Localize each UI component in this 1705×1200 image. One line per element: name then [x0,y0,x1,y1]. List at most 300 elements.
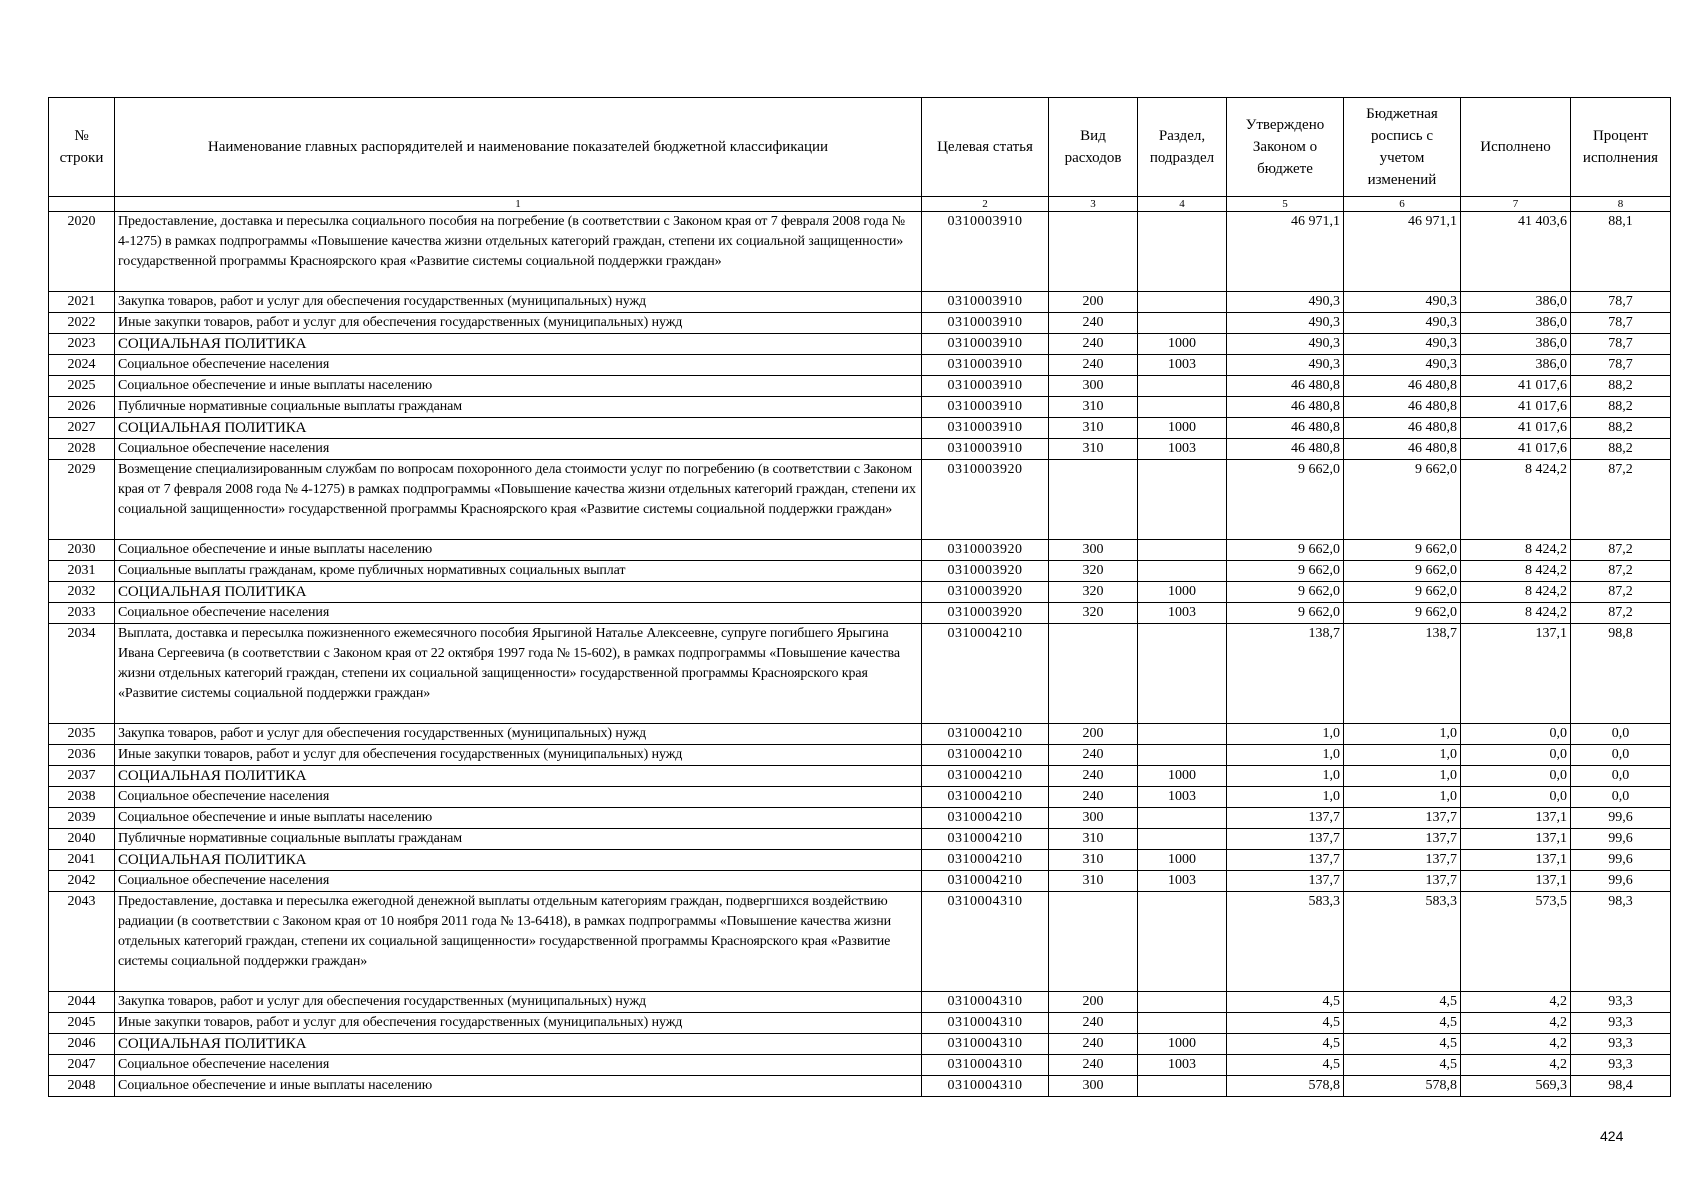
expense-type-cell: 240 [1049,1013,1138,1034]
percent-cell: 87,2 [1571,582,1671,603]
row-number-cell: 2024 [49,355,115,376]
target-article-cell: 0310004310 [922,1034,1049,1055]
target-article-cell: 0310004210 [922,724,1049,745]
header-budget-painting: Бюджетная роспись с учетом изменений [1344,98,1461,197]
name-cell: Возмещение специализированным службам по вопросам похоронного дела стоимости услуг по погребению (в соответствии с Законом края от 7 февраля 2008 года № 4-1275) в рамках подпрограммы «Повышение качества жизни отдельных категорий граждан, степени их социальной защищенности» государственной программы Красноярского края «Развитие системы социальной поддержки граждан» [115,460,922,540]
row-number-cell: 2032 [49,582,115,603]
expense-type-cell [1049,212,1138,292]
executed-cell: 4,2 [1461,1034,1571,1055]
row-number-cell: 2028 [49,439,115,460]
expense-type-cell: 300 [1049,808,1138,829]
budget-painting-cell: 46 480,8 [1344,418,1461,439]
section-cell: 1000 [1138,1034,1227,1055]
target-article-cell: 0310003910 [922,355,1049,376]
section-cell [1138,397,1227,418]
budget-table [48,97,1671,1097]
target-article-cell: 0310004210 [922,808,1049,829]
column-number: 8 [1571,197,1671,212]
executed-cell: 137,1 [1461,624,1571,724]
expense-type-cell: 300 [1049,1076,1138,1097]
section-cell [1138,624,1227,724]
budget-painting-cell: 490,3 [1344,292,1461,313]
approved-cell: 1,0 [1227,745,1344,766]
target-article-cell: 0310004210 [922,745,1049,766]
table-row [49,292,1671,313]
expense-type-cell: 240 [1049,745,1138,766]
section-cell [1138,313,1227,334]
budget-painting-cell: 46 971,1 [1344,212,1461,292]
approved-cell: 46 480,8 [1227,439,1344,460]
table-body [49,212,1671,1097]
target-article-cell: 0310003920 [922,540,1049,561]
approved-cell: 4,5 [1227,1034,1344,1055]
target-article-cell: 0310003910 [922,313,1049,334]
name-cell: Социальное обеспечение и иные выплаты населению [115,808,922,829]
budget-painting-cell: 46 480,8 [1344,376,1461,397]
name-cell: СОЦИАЛЬНАЯ ПОЛИТИКА [115,418,922,439]
budget-painting-cell: 4,5 [1344,1055,1461,1076]
expense-type-cell: 320 [1049,561,1138,582]
budget-painting-cell: 9 662,0 [1344,540,1461,561]
name-cell: СОЦИАЛЬНАЯ ПОЛИТИКА [115,1034,922,1055]
approved-cell: 138,7 [1227,624,1344,724]
approved-cell: 46 971,1 [1227,212,1344,292]
percent-cell: 93,3 [1571,1034,1671,1055]
table-row [49,355,1671,376]
table-row [49,745,1671,766]
table-row [49,313,1671,334]
approved-cell: 9 662,0 [1227,603,1344,624]
section-cell: 1000 [1138,582,1227,603]
header-expense-type: Вид расходов [1049,98,1138,197]
section-cell: 1003 [1138,355,1227,376]
row-number-cell: 2022 [49,313,115,334]
approved-cell: 46 480,8 [1227,397,1344,418]
approved-cell: 9 662,0 [1227,582,1344,603]
section-cell [1138,745,1227,766]
column-number: 2 [922,197,1049,212]
expense-type-cell: 300 [1049,376,1138,397]
budget-painting-cell: 137,7 [1344,871,1461,892]
expense-type-cell: 310 [1049,439,1138,460]
percent-cell: 98,8 [1571,624,1671,724]
name-cell: Выплата, доставка и пересылка пожизненного ежемесячного пособия Ярыгиной Наталье Алексеевне, супруге погибшего Ярыгина Ивана Сергеевича (в соответствии с Законом края от 22 октября 1997 года № 15-602), в рамках подпрограммы «Повышение качества жизни отдельных категорий граждан, степени их социальной защищенности» государственной программы Красноярского края «Развитие системы социальной поддержки граждан» [115,624,922,724]
budget-painting-cell: 490,3 [1344,334,1461,355]
row-number-cell: 2036 [49,745,115,766]
percent-cell: 99,6 [1571,871,1671,892]
name-cell: Закупка товаров, работ и услуг для обеспечения государственных (муниципальных) нужд [115,724,922,745]
target-article-cell: 0310004310 [922,1055,1049,1076]
row-number-cell: 2021 [49,292,115,313]
percent-cell: 99,6 [1571,808,1671,829]
percent-cell: 78,7 [1571,292,1671,313]
header-name: Наименование главных распорядителей и наименование показателей бюджетной классификации [115,98,922,197]
target-article-cell: 0310003910 [922,334,1049,355]
column-number: 6 [1344,197,1461,212]
executed-cell: 386,0 [1461,292,1571,313]
approved-cell: 4,5 [1227,1055,1344,1076]
table-row [49,1055,1671,1076]
expense-type-cell [1049,624,1138,724]
table-row [49,850,1671,871]
name-cell: Социальное обеспечение и иные выплаты населению [115,1076,922,1097]
section-cell [1138,1013,1227,1034]
target-article-cell: 0310003910 [922,439,1049,460]
section-cell: 1003 [1138,787,1227,808]
executed-cell: 0,0 [1461,787,1571,808]
header-approved: Утверждено Законом о бюджете [1227,98,1344,197]
budget-painting-cell: 9 662,0 [1344,561,1461,582]
approved-cell: 490,3 [1227,313,1344,334]
row-number-cell: 2046 [49,1034,115,1055]
row-number-cell: 2026 [49,397,115,418]
expense-type-cell: 200 [1049,992,1138,1013]
expense-type-cell: 310 [1049,829,1138,850]
expense-type-cell: 310 [1049,871,1138,892]
budget-painting-cell: 137,7 [1344,808,1461,829]
expense-type-cell: 300 [1049,540,1138,561]
executed-cell: 8 424,2 [1461,561,1571,582]
table-row [49,603,1671,624]
row-number-cell: 2038 [49,787,115,808]
column-number-row [49,197,1671,212]
table-row [49,212,1671,292]
approved-cell: 1,0 [1227,724,1344,745]
expense-type-cell [1049,892,1138,992]
target-article-cell: 0310004210 [922,850,1049,871]
percent-cell: 0,0 [1571,745,1671,766]
executed-cell: 41 017,6 [1461,397,1571,418]
percent-cell: 98,3 [1571,892,1671,992]
row-number-cell: 2023 [49,334,115,355]
percent-cell: 88,1 [1571,212,1671,292]
approved-cell: 9 662,0 [1227,460,1344,540]
budget-painting-cell: 4,5 [1344,992,1461,1013]
table-row [49,787,1671,808]
name-cell: Социальное обеспечение и иные выплаты населению [115,376,922,397]
budget-painting-cell: 9 662,0 [1344,460,1461,540]
name-cell: Публичные нормативные социальные выплаты гражданам [115,829,922,850]
percent-cell: 0,0 [1571,787,1671,808]
target-article-cell: 0310004210 [922,871,1049,892]
row-number-cell: 2047 [49,1055,115,1076]
percent-cell: 88,2 [1571,439,1671,460]
section-cell: 1000 [1138,334,1227,355]
executed-cell: 386,0 [1461,334,1571,355]
percent-cell: 87,2 [1571,561,1671,582]
name-cell: СОЦИАЛЬНАЯ ПОЛИТИКА [115,766,922,787]
target-article-cell: 0310003910 [922,292,1049,313]
row-number-cell: 2042 [49,871,115,892]
approved-cell: 490,3 [1227,355,1344,376]
name-cell: Социальное обеспечение населения [115,1055,922,1076]
budget-painting-cell: 1,0 [1344,724,1461,745]
column-number: 7 [1461,197,1571,212]
executed-cell: 41 017,6 [1461,439,1571,460]
executed-cell: 0,0 [1461,724,1571,745]
column-number: 1 [115,197,922,212]
target-article-cell: 0310004210 [922,829,1049,850]
table-row [49,540,1671,561]
executed-cell: 8 424,2 [1461,603,1571,624]
section-cell [1138,808,1227,829]
target-article-cell: 0310004310 [922,1076,1049,1097]
row-number-cell: 2037 [49,766,115,787]
approved-cell: 137,7 [1227,850,1344,871]
name-cell: СОЦИАЛЬНАЯ ПОЛИТИКА [115,334,922,355]
header-executed: Исполнено [1461,98,1571,197]
budget-painting-cell: 46 480,8 [1344,397,1461,418]
percent-cell: 78,7 [1571,313,1671,334]
section-cell: 1000 [1138,850,1227,871]
name-cell: Социальное обеспечение и иные выплаты населению [115,540,922,561]
column-number: 4 [1138,197,1227,212]
approved-cell: 46 480,8 [1227,376,1344,397]
row-number-cell: 2043 [49,892,115,992]
row-number-cell: 2044 [49,992,115,1013]
section-cell [1138,724,1227,745]
budget-painting-cell: 583,3 [1344,892,1461,992]
name-cell: СОЦИАЛЬНАЯ ПОЛИТИКА [115,582,922,603]
header-section: Раздел, подраздел [1138,98,1227,197]
approved-cell: 1,0 [1227,766,1344,787]
target-article-cell: 0310003920 [922,561,1049,582]
budget-painting-cell: 46 480,8 [1344,439,1461,460]
executed-cell: 8 424,2 [1461,460,1571,540]
row-number-cell: 2020 [49,212,115,292]
budget-painting-cell: 4,5 [1344,1013,1461,1034]
approved-cell: 490,3 [1227,292,1344,313]
expense-type-cell: 240 [1049,355,1138,376]
expense-type-cell: 240 [1049,766,1138,787]
name-cell: Социальное обеспечение населения [115,603,922,624]
table-row [49,1034,1671,1055]
percent-cell: 0,0 [1571,724,1671,745]
expense-type-cell: 310 [1049,850,1138,871]
name-cell: Иные закупки товаров, работ и услуг для обеспечения государственных (муниципальных) нужд [115,313,922,334]
target-article-cell: 0310003920 [922,603,1049,624]
percent-cell: 88,2 [1571,418,1671,439]
name-cell: Иные закупки товаров, работ и услуг для обеспечения государственных (муниципальных) нужд [115,745,922,766]
approved-cell: 1,0 [1227,787,1344,808]
row-number-cell: 2035 [49,724,115,745]
executed-cell: 137,1 [1461,829,1571,850]
expense-type-cell: 240 [1049,1055,1138,1076]
expense-type-cell: 320 [1049,582,1138,603]
row-number-cell: 2025 [49,376,115,397]
approved-cell: 9 662,0 [1227,561,1344,582]
column-number-empty [49,197,115,212]
budget-painting-cell: 9 662,0 [1344,582,1461,603]
expense-type-cell: 200 [1049,724,1138,745]
executed-cell: 573,5 [1461,892,1571,992]
percent-cell: 0,0 [1571,766,1671,787]
executed-cell: 4,2 [1461,1013,1571,1034]
budget-painting-cell: 1,0 [1344,787,1461,808]
executed-cell: 0,0 [1461,766,1571,787]
approved-cell: 578,8 [1227,1076,1344,1097]
row-number-cell: 2039 [49,808,115,829]
table-row [49,724,1671,745]
page-number: 424 [1600,1128,1624,1144]
row-number-cell: 2034 [49,624,115,724]
table-header-row [49,98,1671,197]
percent-cell: 87,2 [1571,460,1671,540]
table-row [49,582,1671,603]
name-cell: Предоставление, доставка и пересылка социального пособия на погребение (в соответствии с Законом края от 7 февраля 2008 года № 4-1275) в рамках подпрограммы «Повышение качества жизни отдельных категорий граждан, степени их социальной защищенности» государственной программы Красноярского края «Развитие системы социальной поддержки граждан» [115,212,922,292]
row-number-cell: 2029 [49,460,115,540]
row-number-cell: 2041 [49,850,115,871]
executed-cell: 4,2 [1461,1055,1571,1076]
target-article-cell: 0310004210 [922,787,1049,808]
percent-cell: 78,7 [1571,334,1671,355]
row-number-cell: 2048 [49,1076,115,1097]
executed-cell: 137,1 [1461,871,1571,892]
budget-painting-cell: 1,0 [1344,766,1461,787]
section-cell [1138,540,1227,561]
target-article-cell: 0310003920 [922,582,1049,603]
executed-cell: 4,2 [1461,992,1571,1013]
target-article-cell: 0310004210 [922,624,1049,724]
budget-painting-cell: 1,0 [1344,745,1461,766]
target-article-cell: 0310003910 [922,397,1049,418]
section-cell: 1000 [1138,418,1227,439]
percent-cell: 88,2 [1571,376,1671,397]
section-cell: 1000 [1138,766,1227,787]
name-cell: Социальное обеспечение населения [115,871,922,892]
table-row [49,766,1671,787]
section-cell: 1003 [1138,871,1227,892]
budget-painting-cell: 4,5 [1344,1034,1461,1055]
table-row [49,376,1671,397]
target-article-cell: 0310003910 [922,212,1049,292]
name-cell: Социальное обеспечение населения [115,787,922,808]
name-cell: Предоставление, доставка и пересылка ежегодной денежной выплаты отдельным категориям граждан, подвергшихся воздействию радиации (в соответствии с Законом края от 10 ноября 2011 года № 13-6418), в рамках подпрограммы «Повышение качества жизни отдельных категорий граждан, степени их социальной защищенности» государственной программы Красноярского края «Развитие системы социальной поддержки граждан» [115,892,922,992]
target-article-cell: 0310004310 [922,992,1049,1013]
table-row [49,561,1671,582]
budget-painting-cell: 490,3 [1344,313,1461,334]
executed-cell: 0,0 [1461,745,1571,766]
approved-cell: 137,7 [1227,808,1344,829]
table-row [49,829,1671,850]
target-article-cell: 0310004210 [922,766,1049,787]
section-cell [1138,992,1227,1013]
row-number-cell: 2030 [49,540,115,561]
section-cell [1138,892,1227,992]
name-cell: Иные закупки товаров, работ и услуг для обеспечения государственных (муниципальных) нужд [115,1013,922,1034]
table-row [49,334,1671,355]
target-article-cell: 0310003910 [922,376,1049,397]
name-cell: Социальное обеспечение населения [115,439,922,460]
name-cell: Социальные выплаты гражданам, кроме публичных нормативных социальных выплат [115,561,922,582]
name-cell: СОЦИАЛЬНАЯ ПОЛИТИКА [115,850,922,871]
column-number: 5 [1227,197,1344,212]
approved-cell: 4,5 [1227,992,1344,1013]
section-cell [1138,292,1227,313]
expense-type-cell: 240 [1049,313,1138,334]
executed-cell: 41 403,6 [1461,212,1571,292]
approved-cell: 583,3 [1227,892,1344,992]
section-cell [1138,829,1227,850]
expense-type-cell: 240 [1049,1034,1138,1055]
budget-painting-cell: 578,8 [1344,1076,1461,1097]
header-percent: Процент исполнения [1571,98,1671,197]
executed-cell: 41 017,6 [1461,376,1571,397]
section-cell: 1003 [1138,1055,1227,1076]
section-cell: 1003 [1138,603,1227,624]
row-number-cell: 2031 [49,561,115,582]
approved-cell: 137,7 [1227,871,1344,892]
table-row [49,808,1671,829]
approved-cell: 4,5 [1227,1013,1344,1034]
executed-cell: 386,0 [1461,355,1571,376]
row-number-cell: 2040 [49,829,115,850]
percent-cell: 98,4 [1571,1076,1671,1097]
expense-type-cell: 310 [1049,397,1138,418]
approved-cell: 9 662,0 [1227,540,1344,561]
table-row [49,992,1671,1013]
expense-type-cell: 200 [1049,292,1138,313]
name-cell: Публичные нормативные социальные выплаты гражданам [115,397,922,418]
approved-cell: 490,3 [1227,334,1344,355]
approved-cell: 46 480,8 [1227,418,1344,439]
budget-painting-cell: 137,7 [1344,850,1461,871]
expense-type-cell [1049,460,1138,540]
percent-cell: 93,3 [1571,1013,1671,1034]
section-cell [1138,561,1227,582]
budget-report-page [48,97,1670,1097]
expense-type-cell: 240 [1049,787,1138,808]
executed-cell: 8 424,2 [1461,582,1571,603]
percent-cell: 87,2 [1571,540,1671,561]
name-cell: Закупка товаров, работ и услуг для обеспечения государственных (муниципальных) нужд [115,292,922,313]
budget-painting-cell: 138,7 [1344,624,1461,724]
target-article-cell: 0310004310 [922,1013,1049,1034]
executed-cell: 137,1 [1461,850,1571,871]
row-number-cell: 2045 [49,1013,115,1034]
executed-cell: 137,1 [1461,808,1571,829]
expense-type-cell: 310 [1049,418,1138,439]
percent-cell: 78,7 [1571,355,1671,376]
percent-cell: 99,6 [1571,829,1671,850]
budget-painting-cell: 9 662,0 [1344,603,1461,624]
section-cell [1138,376,1227,397]
executed-cell: 569,3 [1461,1076,1571,1097]
target-article-cell: 0310004310 [922,892,1049,992]
section-cell [1138,1076,1227,1097]
name-cell: Закупка товаров, работ и услуг для обеспечения государственных (муниципальных) нужд [115,992,922,1013]
header-row-number: № строки [49,98,115,197]
table-row [49,1013,1671,1034]
table-row [49,418,1671,439]
table-row [49,1076,1671,1097]
percent-cell: 88,2 [1571,397,1671,418]
approved-cell: 137,7 [1227,829,1344,850]
row-number-cell: 2033 [49,603,115,624]
target-article-cell: 0310003910 [922,418,1049,439]
section-cell [1138,460,1227,540]
target-article-cell: 0310003920 [922,460,1049,540]
row-number-cell: 2027 [49,418,115,439]
header-target-article: Целевая статья [922,98,1049,197]
table-row [49,892,1671,992]
executed-cell: 8 424,2 [1461,540,1571,561]
table-row [49,397,1671,418]
percent-cell: 87,2 [1571,603,1671,624]
section-cell: 1003 [1138,439,1227,460]
budget-painting-cell: 490,3 [1344,355,1461,376]
percent-cell: 93,3 [1571,992,1671,1013]
